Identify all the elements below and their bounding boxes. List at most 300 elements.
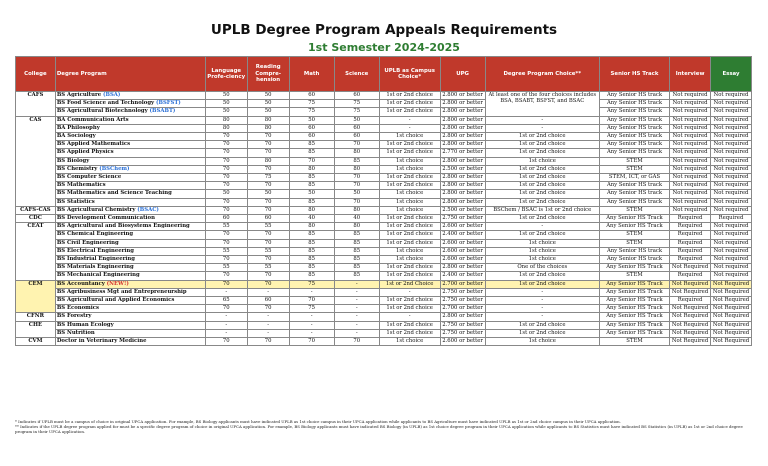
cell-essay: Not required <box>711 190 752 198</box>
cell-math: - <box>289 321 334 329</box>
cell-science: 70 <box>334 198 379 206</box>
cell-campus-choice: 1st choice <box>379 256 440 264</box>
cell-essay: Not required <box>711 247 752 255</box>
cell-college: CVM <box>16 338 56 346</box>
cell-language: 70 <box>205 165 247 173</box>
cell-interview: Not required <box>670 182 711 190</box>
cell-interview: Not required <box>670 124 711 132</box>
cell-upg: 2.800 or better <box>440 141 485 149</box>
cell-college: CAFS-CAS <box>16 206 56 214</box>
cell-upg: 2.500 or better <box>440 206 485 214</box>
cell-math: - <box>289 313 334 321</box>
cell-program-choice: 1st or 2nd choice <box>485 198 599 206</box>
cell-reading: 70 <box>247 305 289 313</box>
cell-essay: Not required <box>711 157 752 165</box>
program-abbreviation: (BSFST) <box>155 100 181 107</box>
cell-program-choice: - <box>485 305 599 313</box>
cell-reading: 50 <box>247 100 289 108</box>
cell-program <box>55 256 205 264</box>
cell-program <box>55 157 205 165</box>
cell-science: 60 <box>334 92 379 100</box>
cell-reading: 70 <box>247 182 289 190</box>
cell-program <box>55 305 205 313</box>
cell-campus-choice: 1st choice <box>379 206 440 214</box>
header-interview: Interview <box>670 57 711 92</box>
cell-science: 75 <box>334 100 379 108</box>
cell-reading: 75 <box>247 174 289 182</box>
cell-program <box>55 231 205 239</box>
cell-math: 75 <box>289 280 334 288</box>
table-row <box>16 313 752 321</box>
cell-program <box>55 329 205 337</box>
cell-program <box>55 297 205 305</box>
cell-program-choice: 1st choice <box>485 247 599 255</box>
cell-interview: Required <box>670 297 711 305</box>
cell-campus-choice: 1st or 2nd choice <box>379 182 440 190</box>
cell-program-choice: 1st or 2nd choice <box>485 329 599 337</box>
cell-language: 70 <box>205 198 247 206</box>
cell-interview: Not required <box>670 190 711 198</box>
cell-language: - <box>205 321 247 329</box>
table-row <box>16 100 752 108</box>
cell-program <box>55 338 205 346</box>
cell-senior-hs: STEM <box>599 231 669 239</box>
program-name: BS Civil Engineering <box>56 239 119 246</box>
cell-program <box>55 272 205 280</box>
cell-program <box>55 92 205 100</box>
cell-language: 70 <box>205 338 247 346</box>
cell-math: 85 <box>289 247 334 255</box>
cell-language: 70 <box>205 206 247 214</box>
table-row <box>16 329 752 337</box>
cell-program-choice: 1st or 2nd choice <box>485 272 599 280</box>
cell-senior-hs: Any Senior HS track <box>599 256 669 264</box>
program-name: BS Mathematics <box>56 182 106 189</box>
cell-reading: 50 <box>247 190 289 198</box>
cell-interview: Not required <box>670 165 711 173</box>
cell-senior-hs: Any Senior HS Track <box>599 264 669 272</box>
cell-language: - <box>205 329 247 337</box>
table-row <box>16 133 752 141</box>
cell-senior-hs: Any Senior HS track <box>599 133 669 141</box>
cell-program <box>55 288 205 296</box>
header-upg: UPG <box>440 57 485 92</box>
cell-math: 70 <box>289 338 334 346</box>
cell-program-choice: 1st or 2nd choice <box>485 141 599 149</box>
cell-science: - <box>334 288 379 296</box>
cell-program-choice: - <box>485 288 599 296</box>
cell-campus-choice: 1st or 2nd choice <box>379 108 440 116</box>
program-name: BS Materials Engineering <box>56 264 134 271</box>
cell-program <box>55 149 205 157</box>
cell-language: 70 <box>205 280 247 288</box>
requirements-table <box>15 56 752 346</box>
cell-program-choice: - <box>485 223 599 231</box>
cell-language: 60 <box>205 215 247 223</box>
cell-campus-choice: 1st choice <box>379 338 440 346</box>
cell-language: 55 <box>205 247 247 255</box>
program-abbreviation: (BSA) <box>103 92 121 98</box>
table-row <box>16 288 752 296</box>
cell-interview: Not Required <box>670 280 711 288</box>
cell-program-choice: 1st choice <box>485 256 599 264</box>
program-abbreviation: (BSChem) <box>99 165 130 172</box>
table-row <box>16 182 752 190</box>
cell-upg: 2.750 or better <box>440 215 485 223</box>
cell-science: 75 <box>334 108 379 116</box>
program-name: BS Applied Mathematics <box>56 141 131 148</box>
cell-science: 70 <box>334 141 379 149</box>
cell-essay: Not required <box>711 182 752 190</box>
cell-campus-choice: 1st choice <box>379 190 440 198</box>
cell-essay: Not required <box>711 272 752 280</box>
cell-science: 80 <box>334 165 379 173</box>
cell-math: 50 <box>289 116 334 124</box>
cell-program-choice: 1st or 2nd choice <box>485 190 599 198</box>
cell-program <box>55 133 205 141</box>
cell-upg: 2.500 or better <box>440 165 485 173</box>
page-title: UPLB Degree Program Appeals Requirements <box>210 22 558 38</box>
cell-science: 85 <box>334 239 379 247</box>
cell-senior-hs: Any Senior HS track <box>599 190 669 198</box>
cell-campus-choice: - <box>379 313 440 321</box>
cell-senior-hs: Any Senior HS track <box>599 141 669 149</box>
cell-interview: Required <box>670 256 711 264</box>
cell-campus-choice: 1st or 2nd choice <box>379 215 440 223</box>
cell-essay: Not required <box>711 198 752 206</box>
program-name: BS Agricultural Chemistry <box>56 206 136 213</box>
program-name: BS Nutrition <box>56 329 95 336</box>
cell-math: 85 <box>289 272 334 280</box>
cell-campus-choice: 1st or 2nd choice <box>379 231 440 239</box>
cell-program <box>55 174 205 182</box>
cell-essay: Not required <box>711 223 752 231</box>
cell-program <box>55 198 205 206</box>
cell-math: - <box>289 329 334 337</box>
cell-program <box>55 116 205 124</box>
table-row <box>16 321 752 329</box>
cell-interview: Required <box>670 272 711 280</box>
program-name: BS Development Communication <box>56 215 155 222</box>
cell-senior-hs: STEM <box>599 157 669 165</box>
page-subtitle: 1st Semester 2024-2025 <box>308 41 460 54</box>
cell-math: 40 <box>289 215 334 223</box>
program-name: BS Statistics <box>56 198 95 205</box>
cell-essay: Not Required <box>711 280 752 288</box>
cell-program-choice: 1st choice <box>485 157 599 165</box>
cell-science: 85 <box>334 231 379 239</box>
cell-reading: 70 <box>247 206 289 214</box>
cell-program-choice: At least one of the four choices includes BSA, BSABT, BSFST, and BSAC <box>485 92 599 117</box>
cell-campus-choice: 1st or 2nd choice <box>379 92 440 100</box>
cell-program <box>55 313 205 321</box>
cell-interview: Required <box>670 239 711 247</box>
cell-college: CAFS <box>16 92 56 117</box>
cell-campus-choice: - <box>379 124 440 132</box>
cell-essay: Not Required <box>711 329 752 337</box>
cell-science: 50 <box>334 190 379 198</box>
cell-language: 70 <box>205 182 247 190</box>
cell-interview: Not Required <box>670 313 711 321</box>
cell-program-choice: - <box>485 297 599 305</box>
cell-science: - <box>334 297 379 305</box>
cell-reading: 50 <box>247 92 289 100</box>
cell-upg: 2.800 or better <box>440 100 485 108</box>
table-row <box>16 239 752 247</box>
cell-essay: Not required <box>711 256 752 264</box>
table-row <box>16 92 752 100</box>
cell-reading: 70 <box>247 198 289 206</box>
cell-language: 70 <box>205 272 247 280</box>
cell-interview: Not Required <box>670 329 711 337</box>
table-row <box>16 280 752 288</box>
cell-language: - <box>205 288 247 296</box>
table-row <box>16 338 752 346</box>
header-program: Degree Program <box>55 57 205 92</box>
cell-language: 70 <box>205 174 247 182</box>
table-header-row <box>16 57 752 92</box>
cell-science: 80 <box>334 223 379 231</box>
cell-campus-choice: 1st or 2nd choice <box>379 297 440 305</box>
table-row <box>16 223 752 231</box>
cell-program-choice: 1st or 2nd choice <box>485 165 599 173</box>
cell-reading: 80 <box>247 116 289 124</box>
cell-senior-hs: STEM <box>599 165 669 173</box>
cell-program <box>55 165 205 173</box>
cell-math: 85 <box>289 141 334 149</box>
cell-language: 70 <box>205 256 247 264</box>
cell-upg: 2.600 or better <box>440 239 485 247</box>
cell-language: 80 <box>205 116 247 124</box>
table-row <box>16 215 752 223</box>
header-reading: Reading Compre-hension <box>247 57 289 92</box>
cell-science: 85 <box>334 272 379 280</box>
cell-campus-choice: 1st or 2nd choice <box>379 305 440 313</box>
cell-interview: Not required <box>670 92 711 100</box>
cell-senior-hs: Any Senior HS track <box>599 198 669 206</box>
cell-math: 50 <box>289 190 334 198</box>
cell-interview: Not required <box>670 157 711 165</box>
header-senior-hs: Senior HS Track <box>599 57 669 92</box>
cell-interview: Required <box>670 247 711 255</box>
cell-interview: Not required <box>670 149 711 157</box>
cell-math: 85 <box>289 231 334 239</box>
footnote: * Indicates if UPLB must be a campus of choice in original UPCA application. For example, BS Biology applicants must have indicated UPLB as 1st choice campus in their UPCA application while applicants to BS Agriculture must have indicated UPLB as 1st or 2nd choice campus in their UPCA application. <box>15 419 621 424</box>
cell-program-choice: 1st choice <box>485 338 599 346</box>
cell-science: 40 <box>334 215 379 223</box>
program-abbreviation: (BSABT) <box>149 108 176 115</box>
cell-program <box>55 215 205 223</box>
cell-interview: Not Required <box>670 321 711 329</box>
cell-senior-hs: Any Senior HS track <box>599 182 669 190</box>
cell-reading: 70 <box>247 272 289 280</box>
program-name: BS Industrial Engineering <box>56 256 135 263</box>
footnote: ** Indicates if the UPLB degree program applied for must be a specific degree program of choice in original UPCA application. For example, BS Biology applicants must have indicated BS Biology (in UPLB) as 1st choice degree program in their UPCA application while applicants to BS Statistics must have indicated BS Statistics (in UPLB) as 1st or 2nd choice degree program in their UPCA application. <box>15 424 743 435</box>
cell-essay: Not Required <box>711 288 752 296</box>
table-row <box>16 116 752 124</box>
cell-reading: 80 <box>247 124 289 132</box>
cell-senior-hs: Any Senior HS Track <box>599 223 669 231</box>
cell-campus-choice: 1st or 2nd choice <box>379 239 440 247</box>
program-name: BS Agricultural and Biosystems Engineering <box>56 223 190 230</box>
cell-college: CEAT <box>16 223 56 280</box>
cell-math: 85 <box>289 174 334 182</box>
cell-essay: Not required <box>711 264 752 272</box>
program-name: BS Accountancy <box>56 280 105 287</box>
cell-essay: Not required <box>711 100 752 108</box>
header-program-choice: Degree Program Choice** <box>485 57 599 92</box>
cell-campus-choice: 1st or 2nd choice <box>379 149 440 157</box>
cell-reading: 60 <box>247 215 289 223</box>
cell-senior-hs: STEM <box>599 239 669 247</box>
cell-essay: Not required <box>711 92 752 100</box>
cell-upg: 2.800 or better <box>440 313 485 321</box>
cell-program-choice: 1st or 2nd choice <box>485 182 599 190</box>
cell-senior-hs: Any Senior HS Track <box>599 215 669 223</box>
program-name: BS Agricultural and Applied Economics <box>56 297 175 304</box>
cell-science: 70 <box>334 182 379 190</box>
cell-science: - <box>334 313 379 321</box>
cell-program-choice: 1st or 2nd choice <box>485 231 599 239</box>
cell-reading: 70 <box>247 239 289 247</box>
program-name: BS Chemical Engineering <box>56 231 134 238</box>
cell-science: - <box>334 305 379 313</box>
cell-interview: Not required <box>670 133 711 141</box>
cell-upg: 2.600 or better <box>440 256 485 264</box>
cell-upg: 2.750 or better <box>440 297 485 305</box>
cell-upg: 2.800 or better <box>440 157 485 165</box>
program-name: BS Agricultural Biotechnology <box>56 108 148 115</box>
program-name: BS Applied Physics <box>56 149 114 156</box>
cell-campus-choice: 1st choice <box>379 157 440 165</box>
cell-campus-choice: 1st choice <box>379 133 440 141</box>
cell-essay: Not required <box>711 165 752 173</box>
cell-interview: Not required <box>670 141 711 149</box>
cell-reading: 70 <box>247 149 289 157</box>
cell-program <box>55 247 205 255</box>
table-row <box>16 247 752 255</box>
cell-senior-hs: Any Senior HS Track <box>599 280 669 288</box>
program-name: BA Communication Arts <box>56 116 129 123</box>
table-row <box>16 157 752 165</box>
cell-reading: 60 <box>247 297 289 305</box>
cell-science: 80 <box>334 149 379 157</box>
table-row <box>16 264 752 272</box>
cell-senior-hs: Any Senior HS track <box>599 116 669 124</box>
cell-college: CFNR <box>16 313 56 321</box>
cell-campus-choice: 1st or 2nd choice <box>379 264 440 272</box>
cell-interview: Not required <box>670 116 711 124</box>
cell-math: 85 <box>289 239 334 247</box>
program-name: BS Human Ecology <box>56 321 114 328</box>
table-row <box>16 190 752 198</box>
cell-language: 65 <box>205 297 247 305</box>
cell-upg: 2.600 or better <box>440 247 485 255</box>
cell-language: 70 <box>205 231 247 239</box>
cell-reading: 55 <box>247 264 289 272</box>
cell-math: - <box>289 288 334 296</box>
cell-math: 80 <box>289 223 334 231</box>
header-science: Science <box>334 57 379 92</box>
cell-upg: 2.750 or better <box>440 288 485 296</box>
table-row <box>16 256 752 264</box>
cell-science: 60 <box>334 133 379 141</box>
header-college: College <box>16 57 56 92</box>
cell-reading: - <box>247 329 289 337</box>
cell-math: 75 <box>289 305 334 313</box>
cell-language: 70 <box>205 239 247 247</box>
new-badge: (NEW!) <box>106 280 129 287</box>
cell-reading: 50 <box>247 108 289 116</box>
footnotes <box>15 419 752 435</box>
cell-senior-hs: Any Senior HS track <box>599 108 669 116</box>
cell-science: - <box>334 280 379 288</box>
cell-math: 75 <box>289 100 334 108</box>
table-body <box>16 92 752 346</box>
cell-upg: 2.770 or better <box>440 149 485 157</box>
cell-campus-choice: 1st or 2nd choice <box>379 272 440 280</box>
cell-campus-choice: 1st choice <box>379 165 440 173</box>
table-row <box>16 108 752 116</box>
table-row <box>16 198 752 206</box>
cell-science: 70 <box>334 338 379 346</box>
cell-program-choice: One of the choices <box>485 264 599 272</box>
cell-science: - <box>334 329 379 337</box>
cell-senior-hs: Any Senior HS track <box>599 100 669 108</box>
cell-program-choice: 1st or 2nd choice <box>485 133 599 141</box>
cell-senior-hs: Any Senior HS Track <box>599 297 669 305</box>
cell-program <box>55 206 205 214</box>
cell-program <box>55 321 205 329</box>
cell-math: 85 <box>289 149 334 157</box>
table-row <box>16 141 752 149</box>
cell-interview: Not required <box>670 174 711 182</box>
cell-upg: 2.400 or better <box>440 231 485 239</box>
cell-reading: 70 <box>247 280 289 288</box>
cell-interview: Not Required <box>670 288 711 296</box>
cell-science: 80 <box>334 206 379 214</box>
cell-upg: 2.400 or better <box>440 272 485 280</box>
cell-math: 85 <box>289 264 334 272</box>
cell-senior-hs: Any Senior HS track <box>599 149 669 157</box>
header-language: Language Profe-ciency <box>205 57 247 92</box>
cell-essay: Not required <box>711 239 752 247</box>
cell-math: 85 <box>289 198 334 206</box>
cell-college: CHE <box>16 321 56 337</box>
cell-interview: Not Required <box>670 305 711 313</box>
cell-campus-choice: 1st choice <box>379 247 440 255</box>
program-name: BS Chemistry <box>56 165 98 172</box>
cell-essay: Not Required <box>711 297 752 305</box>
cell-upg: 2.600 or better <box>440 223 485 231</box>
cell-upg: 2.700 or better <box>440 280 485 288</box>
cell-science: 50 <box>334 116 379 124</box>
program-name: BS Forestry <box>56 313 92 320</box>
program-name: BS Food Science and Technology <box>56 100 155 107</box>
cell-interview: Not required <box>670 198 711 206</box>
cell-math: 60 <box>289 133 334 141</box>
cell-language: 70 <box>205 305 247 313</box>
cell-college: CDC <box>16 215 56 223</box>
cell-college: CAS <box>16 116 56 206</box>
program-name: BS Computer Science <box>56 174 122 181</box>
cell-essay: Not required <box>711 141 752 149</box>
cell-campus-choice: 1st choice <box>379 198 440 206</box>
cell-language: 50 <box>205 92 247 100</box>
cell-essay: Not required <box>711 108 752 116</box>
program-name: BS Mathematics and Science Teaching <box>56 190 172 197</box>
cell-senior-hs: Any Senior HS track <box>599 124 669 132</box>
